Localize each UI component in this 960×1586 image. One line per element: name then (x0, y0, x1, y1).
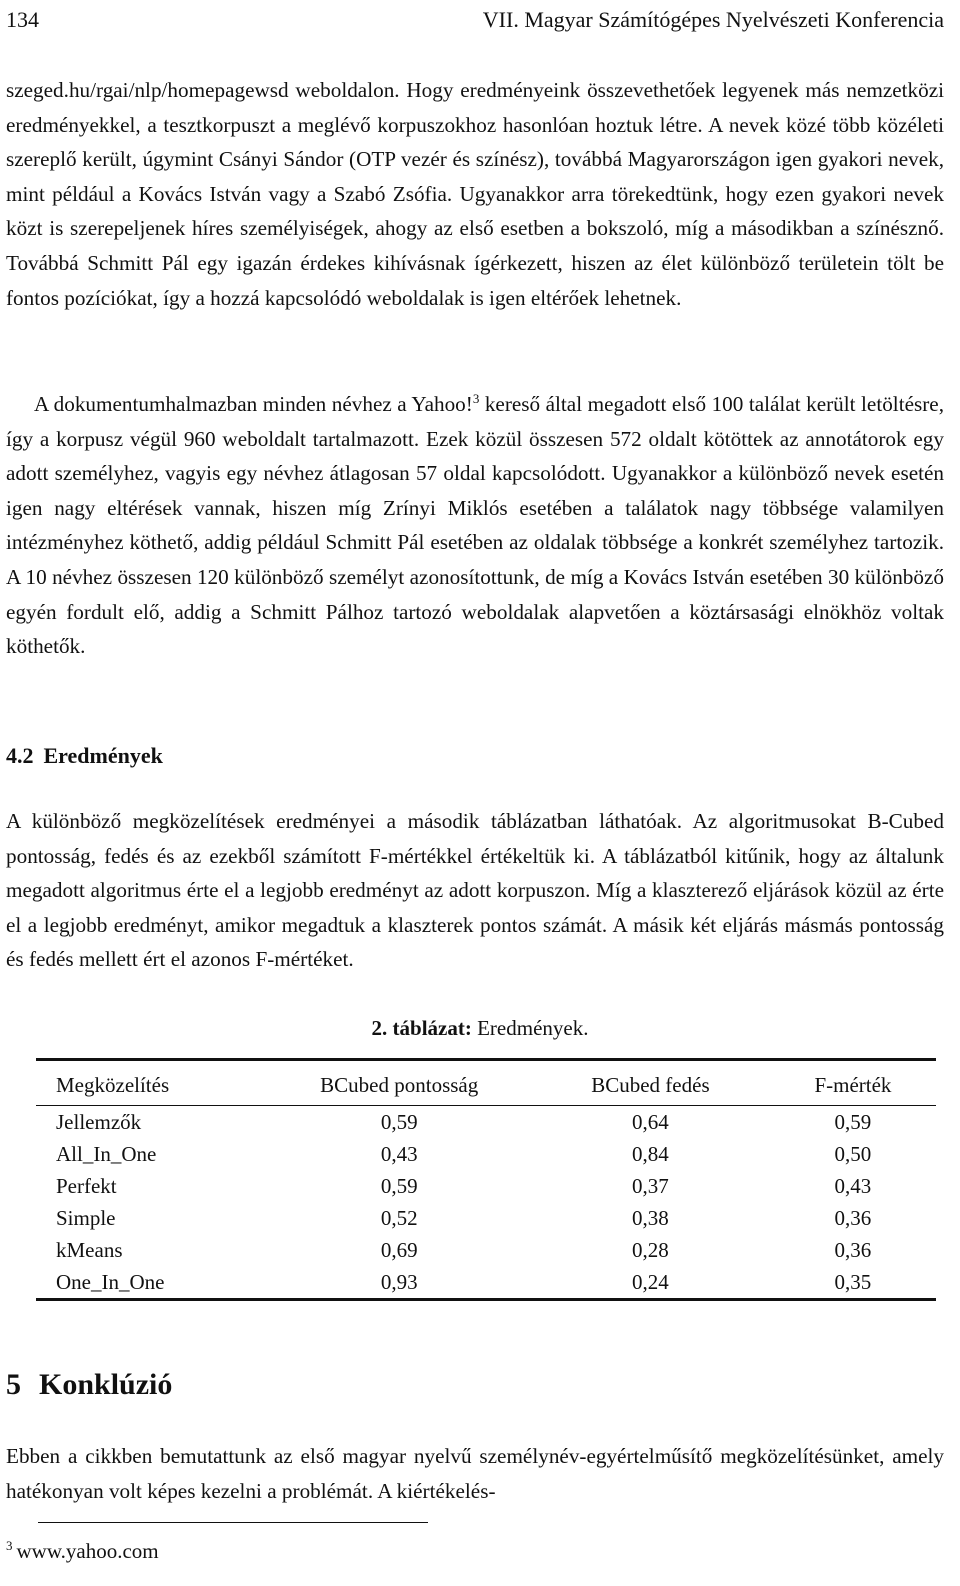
table-cell: 0,59 (380, 1173, 418, 1198)
table-cell: 0,35 (834, 1269, 872, 1294)
body-paragraph-2 (6, 387, 944, 664)
table-cell: 0,59 (834, 1109, 872, 1134)
paragraph-text: A dokumentumhalmazban minden névhez a Yahoo! (34, 392, 473, 416)
column-header: BCubed pontosság (320, 1072, 479, 1097)
table-cell: One_In_One (56, 1269, 165, 1294)
results-paragraph: A különböző megközelítések eredményei a második táblázatban láthatóak. Az algoritmusokat B-Cubed pontosság, fedés és az ezekből számított F-mértékkel értékeltük ki. A táblázatból kitűnik, hogy az általunk megadott algoritmus érte el a legjobb eredményt az adott korpuszon. Míg a klaszterező eljárások közül az érte el a legjobb eredményt, amikor megadtuk a klaszterek pontos számát. A másik két eljárás másmás pontosság és fedés mellett ért el azonos F-mértéket. (6, 809, 944, 972)
subsection-number: 4.2 (6, 743, 34, 768)
section-heading (6, 1366, 172, 1404)
table-cell: 0,38 (632, 1205, 669, 1230)
conference-title: VII. Magyar Számítógépes Nyelvészeti Konferencia (482, 7, 944, 32)
footnote-divider (38, 1522, 428, 1523)
table-cell: 0,52 (380, 1205, 418, 1230)
table-cell: 0,50 (834, 1141, 872, 1166)
column-header: Megközelítés (56, 1072, 170, 1097)
table-cell: Jellemzők (56, 1109, 142, 1134)
table-cell: kMeans (56, 1237, 123, 1262)
table-caption-text: Eredmények. (477, 1016, 589, 1040)
table-header-row (36, 1060, 936, 1106)
results-table (36, 1058, 936, 1301)
footnote (6, 1537, 159, 1565)
table-cell: 0,37 (632, 1173, 669, 1198)
table-cell: 0,28 (632, 1237, 669, 1262)
table-caption-label: 2. táblázat: (371, 1016, 472, 1040)
table-cell: 0,84 (632, 1141, 669, 1166)
column-header: F-mérték (814, 1072, 892, 1097)
table-cell: 0,64 (632, 1109, 669, 1134)
table-cell: Perfekt (56, 1173, 117, 1198)
conclusion-paragraph: Ebben a cikkben bemutattunk az első magyar nyelvű személynév-egyértelműsítő megközelítésünket, amely hatékonyan volt képes kezelni a problémát. A kiértékelés- (6, 1444, 944, 1503)
table-cell: 0,59 (380, 1109, 418, 1134)
subsection-heading (6, 741, 163, 771)
section-title: Konklúzió (39, 1368, 173, 1401)
table-cell: 0,43 (380, 1141, 418, 1166)
table-cell: 0,93 (380, 1269, 418, 1294)
footnote-reference: 3 (472, 390, 480, 406)
table-cell: 0,36 (834, 1205, 872, 1230)
footnote-link-text: www.yahoo.com (16, 1539, 159, 1563)
section-number: 5 (6, 1368, 21, 1401)
table-cell: All_In_One (56, 1141, 157, 1166)
table-cell: 0,36 (834, 1237, 872, 1262)
page-number: 134 (6, 7, 39, 32)
table-cell: Simple (56, 1205, 116, 1230)
table-cell: 0,69 (380, 1237, 418, 1262)
paragraph-text: kereső által megadott első 100 találat került letöltésre, így a korpusz végül 960 weboldalt tartalmazott. Ezek közül összesen 572 oldalt kötöttek az annotátorok egy adott személyhez, vagyis egy névhez átlagosan 57 oldal kapcsolódott. Ugyanakkor a különböző nevek esetén igen nagy eltérések vannak, hiszen míg Zrínyi Miklós esetében a találatok nagy többsége valamilyen intézményhez köthető, addig például Schmitt Pál esetében az oldalak többsége a konkrét személyhez tartozik. A 10 névhez összesen 120 különböző személyt azonosítottunk, de míg a Kovács István esetében 30 különböző egyén fordult elő, addig a Schmitt Pálhoz tartozó weboldalak alapvetően a köztársasági elnökhöz voltak köthetők. (6, 392, 944, 659)
table-caption (0, 1014, 960, 1042)
table-row (36, 1266, 936, 1300)
table-cell: 0,24 (632, 1269, 669, 1294)
subsection-title: Eredmények (43, 743, 163, 768)
table-cell: 0,43 (834, 1173, 872, 1198)
table-row (36, 1138, 936, 1170)
body-paragraph-1: szeged.hu/rgai/nlp/homepagewsd weboldalon. Hogy eredményeink összevethetőek legyenek más nemzetközi eredményekkel, a tesztkorpuszt a meglévő korpuszokhoz hasonlóan hoztuk létre. A nevek közé több közéleti szereplő került, úgymint Csányi Sándor (OTP vezér és színész), továbbá Magyarországon igen gyakori nevek, mint például a Kovács István vagy a Szabó Zsófia. Ugyanakkor arra törekedtünk, hogy ezen gyakori nevek közt is szerepeljenek híres személyiségek, ahogy az első esetben a bokszoló, míg a másodikban a színésznő. Továbbá Schmitt Pál egy igazán érdekes kihívásnak ígérkezett, hiszen az élet különböző területein tölt be fontos pozíciókat, így a hozzá kapcsolódó weboldalak is igen eltérőek lehetnek. (6, 78, 944, 310)
footnote-mark: 3 (6, 1538, 13, 1553)
table-row (36, 1234, 936, 1266)
table-row (36, 1106, 936, 1139)
column-header: BCubed fedés (591, 1072, 710, 1097)
table-row (36, 1170, 936, 1202)
table-row (36, 1202, 936, 1234)
